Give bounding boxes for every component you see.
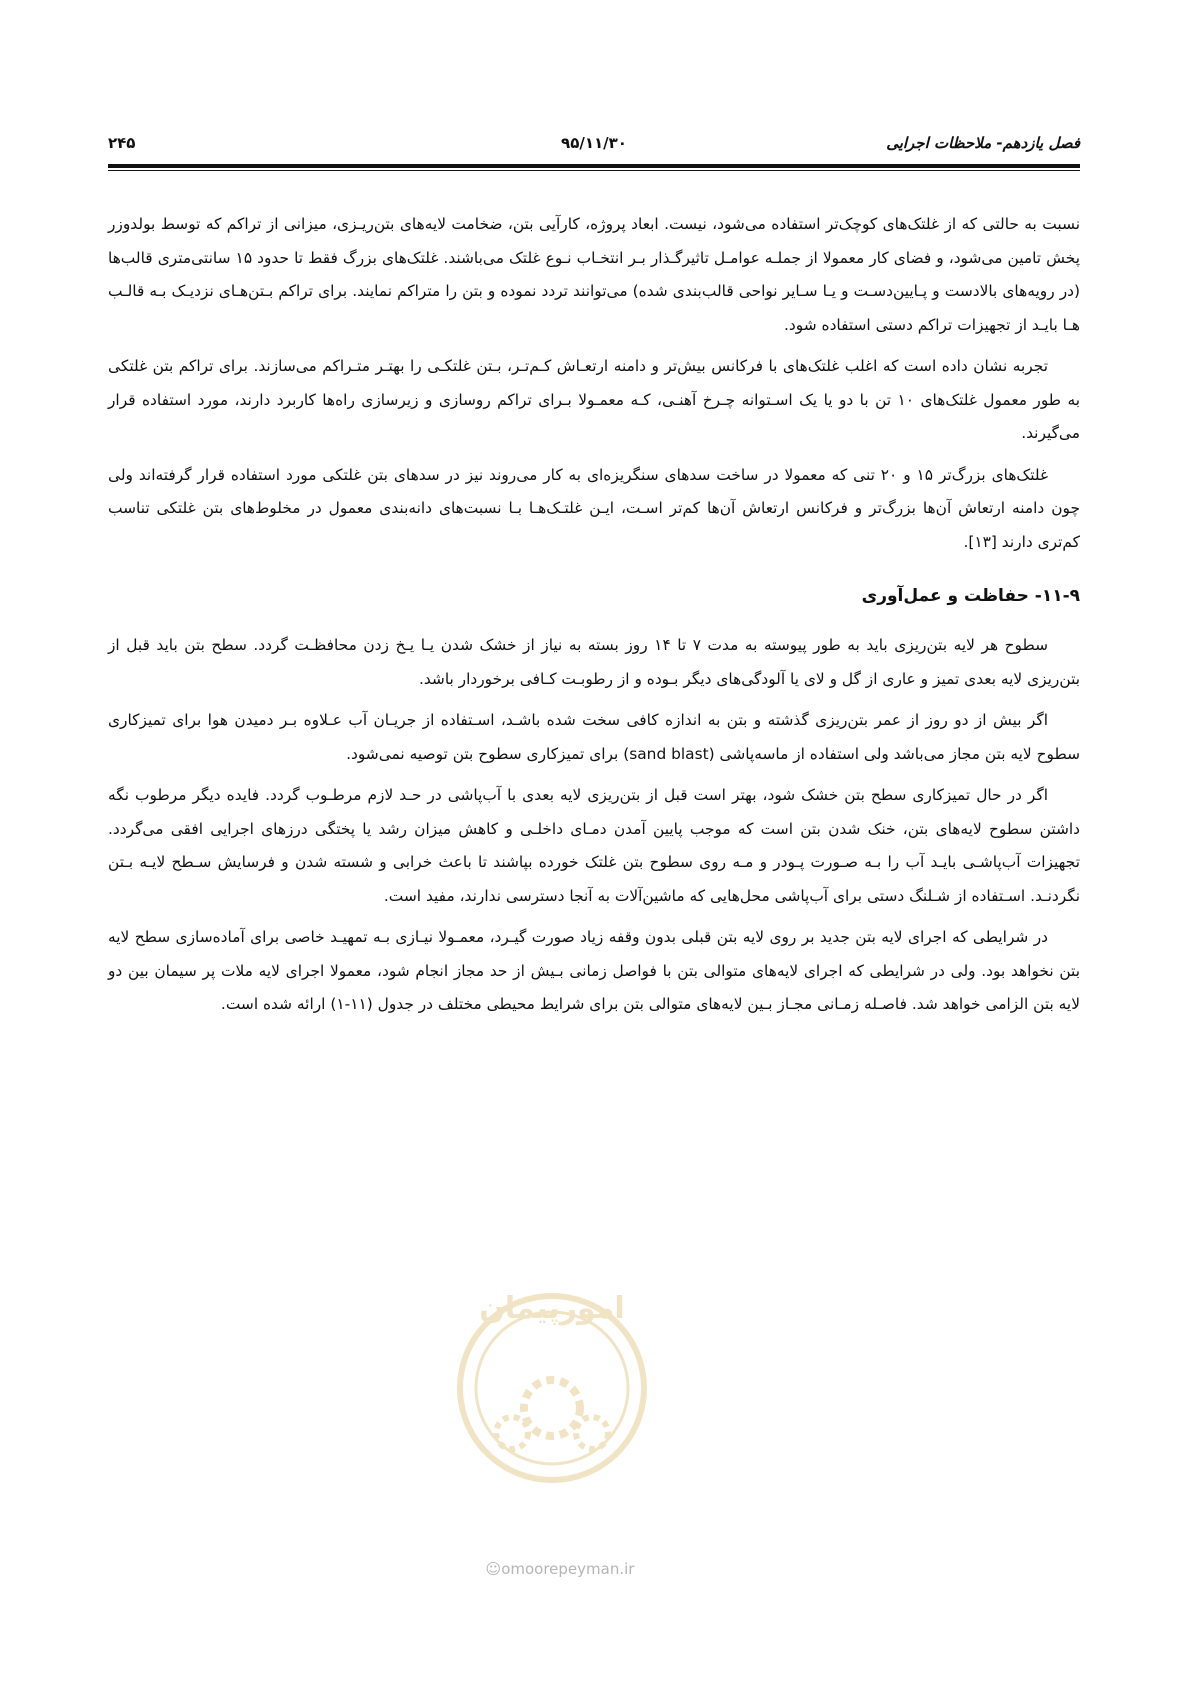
- paragraph-3: غلتک‌های بزرگ‌تر ۱۵ و ۲۰ تنی که معمولا در ساخت سدهای سنگریزه‌ای به کار می‌روند نیز در سدهای بتن غلتکی مورد استفاده قرار گرفته‌اند ولی چون دامنه ارتعاش آن‌ها بزرگ‌تر و فرکانس ارتعاش آن‌ها کم‌تر اسـت، ایـن غلتـک‌هـا بـا نسبت‌های دانه‌بندی معمول در مخلوط‌های بتن غلتکی تناسب کم‌تری دارند [۱۳].: [108, 465, 1080, 551]
- paragraph-1: نسبت به حالتی که از غلتک‌های کوچک‌تر استفاده می‌شود، نیست. ابعاد پروژه، کارآیی بتن، ضخامت لایه‌های بتن‌ریـزی، میزانی از تراکم که توسط بولدوزر پخش تامین می‌شود، و فضای کار معمولا از جملـه عوامـل تاثیرگـذار بـر انتخـاب نـوع غلتک می‌باشند. غلتک‌های بزرگ فقط تا حدود ۱۵ سانتی‌متری قالب‌ها (در رویه‌های بالادست و پـایین‌دسـت و یـا سـایر نواحی قالب‌بندی شده) می‌توانند تردد نموده و بتن را متراکم نمایند. برای تراکم بـتن‌هـای نزدیـک بـه قالـب هـا بایـد از تجهیزات تراکم دستی استفاده شود.: [108, 215, 1080, 334]
- paragraph-7: در شرایطی که اجرای لایه بتن جدید بر روی لایه بتن قبلی بدون وقفه زیاد صورت گیـرد، معمـولا نیـازی بـه تمهیـد خاصی برای آماده‌سازی سطح لایه بتن نخواهد بود. ولی در شرایطی که اجرای لایه‌های متوالی بتن با فواصل زمانی بـیش از حد مجاز انجام شود، معمولا اجرای لایه ملات پر سیمان بین دو لایه بتن الزامی خواهد شد. فاصـله زمـانی مجـاز بـین لایه‌های متوالی بتن برای شرایط محیطی مختلف در جدول (۱۱-۱) ارائه شده است.: [108, 928, 1080, 1013]
- page-number: ۲۴۵: [108, 134, 136, 152]
- watermark-site: ☺omoorepeyman.ir: [485, 1560, 635, 1578]
- watermark-logo-text: امورپیمان: [479, 1291, 625, 1326]
- section-heading: ۱۱-۹- حفاظت و عمل‌آوری: [861, 586, 1080, 606]
- paragraph-2: تجربه نشان داده است که اغلب غلتک‌های با فرکانس بیش‌تر و دامنه ارتعـاش کـم‌تـر، بـتن غلتکـی را بهتـر متـراکم می‌سازند. برای تراکم بتن غلتکی به طور معمول غلتک‌های ۱۰ تن با دو یا یک اسـتوانه چـرخ آهنـی، کـه معمـولا بـرای تراکم روسازی و زیرسازی راه‌ها کاربرد دارند، مورد استفاده قرار می‌گیرند.: [108, 357, 1080, 442]
- watermark-site-text: omoorepeyman.ir: [501, 1560, 635, 1578]
- page-header: [108, 130, 1080, 160]
- body-text: [108, 208, 1080, 1030]
- paragraph-4: سطوح هر لایه بتن‌ریزی باید به طور پیوسته به مدت ۷ تا ۱۴ روز بسته به نیاز از خشک شدن یـا یـخ زدن محافظـت گردد. سطح بتن باید قبل از بتن‌ریزی لایه بعدی تمیز و عاری از گل و لای یا آلودگی‌های دیگر بـوده و از رطوبـت کـافی برخوردار باشد.: [108, 636, 1080, 688]
- paragraph-5-latin: sand blast: [629, 744, 709, 763]
- chapter-title: فصل یازدهم- ملاحظات اجرایی: [886, 134, 1080, 152]
- paragraph-5-end: ) برای تمیزکاری سطوح بتن توصیه نمی‌شود.: [346, 744, 630, 763]
- watermark-logo: [432, 1258, 672, 1498]
- header-rule-thin: [108, 170, 1080, 171]
- header-rule-thick: [108, 164, 1080, 168]
- paragraph-5: [108, 704, 1080, 771]
- paragraph-5-start: اگر بیش از دو روز از عمر بتن‌ریزی گذشته و بتن به اندازه کافی سخت شده باشـد، اسـتفاده از جریـان آب عـلاوه بـر دمیدن هوا برای تمیزکاری سطوح لایه بتن مجاز می‌باشد ولی استفاده از ماسه‌پاشی (: [108, 711, 1080, 763]
- header-date: ۹۵/۱۱/۳۰: [561, 134, 627, 152]
- paragraph-6: اگر در حال تمیزکاری سطح بتن خشک شود، بهتر است قبل از بتن‌ریزی لایه بعدی با آب‌پاشی در حـد لازم مرطـوب گردد. فایده دیگر مرطوب نگه داشتن سطوح لایه‌های بتن، خنک شدن بتن است که موجب پایین آمدن دمـای داخلـی و کاهش میزان رشد یا پختگی درزهای اجرایی افقی می‌گردد. تجهیزات آب‌پاشـی بایـد آب را بـه صـورت پـودر و مـه روی سطوح بتن غلتک خورده بپاشند تا باعث خرابی و شسته شدن و فرسایش سـطح لایـه بـتن نگردنـد. اسـتفاده از شـلنگ دستی برای آب‌پاشی محل‌هایی که ماشین‌آلات به آنجا دسترسی ندارند، مفید است.: [108, 786, 1080, 905]
